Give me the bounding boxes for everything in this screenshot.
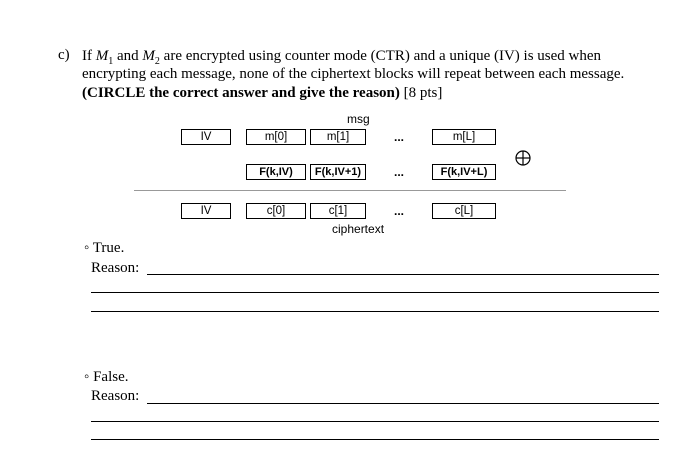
option-true[interactable]: ◦ True. — [84, 240, 125, 256]
points: [8 pts] — [399, 85, 443, 101]
m1-subscript: 1 — [108, 56, 114, 67]
row2-fivl-box: F(k,IV+L) — [432, 164, 496, 180]
question-line-1: If $M_1$ and $M_2$ are encrypted using counter mode (CTR) and a unique (IV) is used when — [82, 48, 602, 67]
row1-m0-box: m[0] — [246, 129, 306, 145]
question-line-3 — [82, 84, 442, 102]
reason-line-true-2[interactable] — [91, 292, 659, 293]
ciphertext-label: ciphertext — [332, 222, 385, 236]
reason-line-true-1[interactable] — [147, 274, 659, 275]
question-label: c) — [58, 47, 70, 63]
m2-symbol: M — [142, 48, 155, 64]
row2-dots: ... — [394, 165, 405, 179]
xor-icon — [515, 150, 531, 166]
row1-dots: ... — [394, 130, 405, 144]
row1-m1-box: m[1] — [310, 129, 366, 145]
row3-dots: ... — [394, 204, 405, 218]
m1-symbol: M — [95, 48, 109, 64]
row2-fiv1-box: F(k,IV+1) — [310, 164, 366, 180]
row3-c0-box: c[0] — [246, 203, 306, 219]
instruction-bold: (CIRCLE the correct answer and give the reason) — [82, 85, 400, 101]
reason-line-false-3[interactable] — [91, 439, 659, 440]
question-line-2: encrypting each message, none of the ciphertext blocks will repeat between each message. — [82, 66, 625, 82]
option-false[interactable]: ◦ False. — [84, 369, 129, 385]
msg-label: msg — [347, 112, 370, 126]
row3-c1-box: c[1] — [310, 203, 366, 219]
diagram-divider — [134, 190, 566, 191]
row3-cl-box: c[L] — [432, 203, 496, 219]
reason-line-false-2[interactable] — [91, 421, 659, 422]
row1-ml-box: m[L] — [432, 129, 496, 145]
row2-fiv-box: F(k,IV) — [246, 164, 306, 180]
reason-label-false: Reason: — [91, 388, 140, 404]
m2-subscript: 2 — [154, 56, 160, 67]
reason-line-false-1[interactable] — [147, 403, 659, 404]
reason-label-true: Reason: — [91, 260, 140, 276]
row1-iv-box: IV — [181, 129, 231, 145]
row3-iv-box: IV — [181, 203, 231, 219]
reason-line-true-3[interactable] — [91, 311, 659, 312]
